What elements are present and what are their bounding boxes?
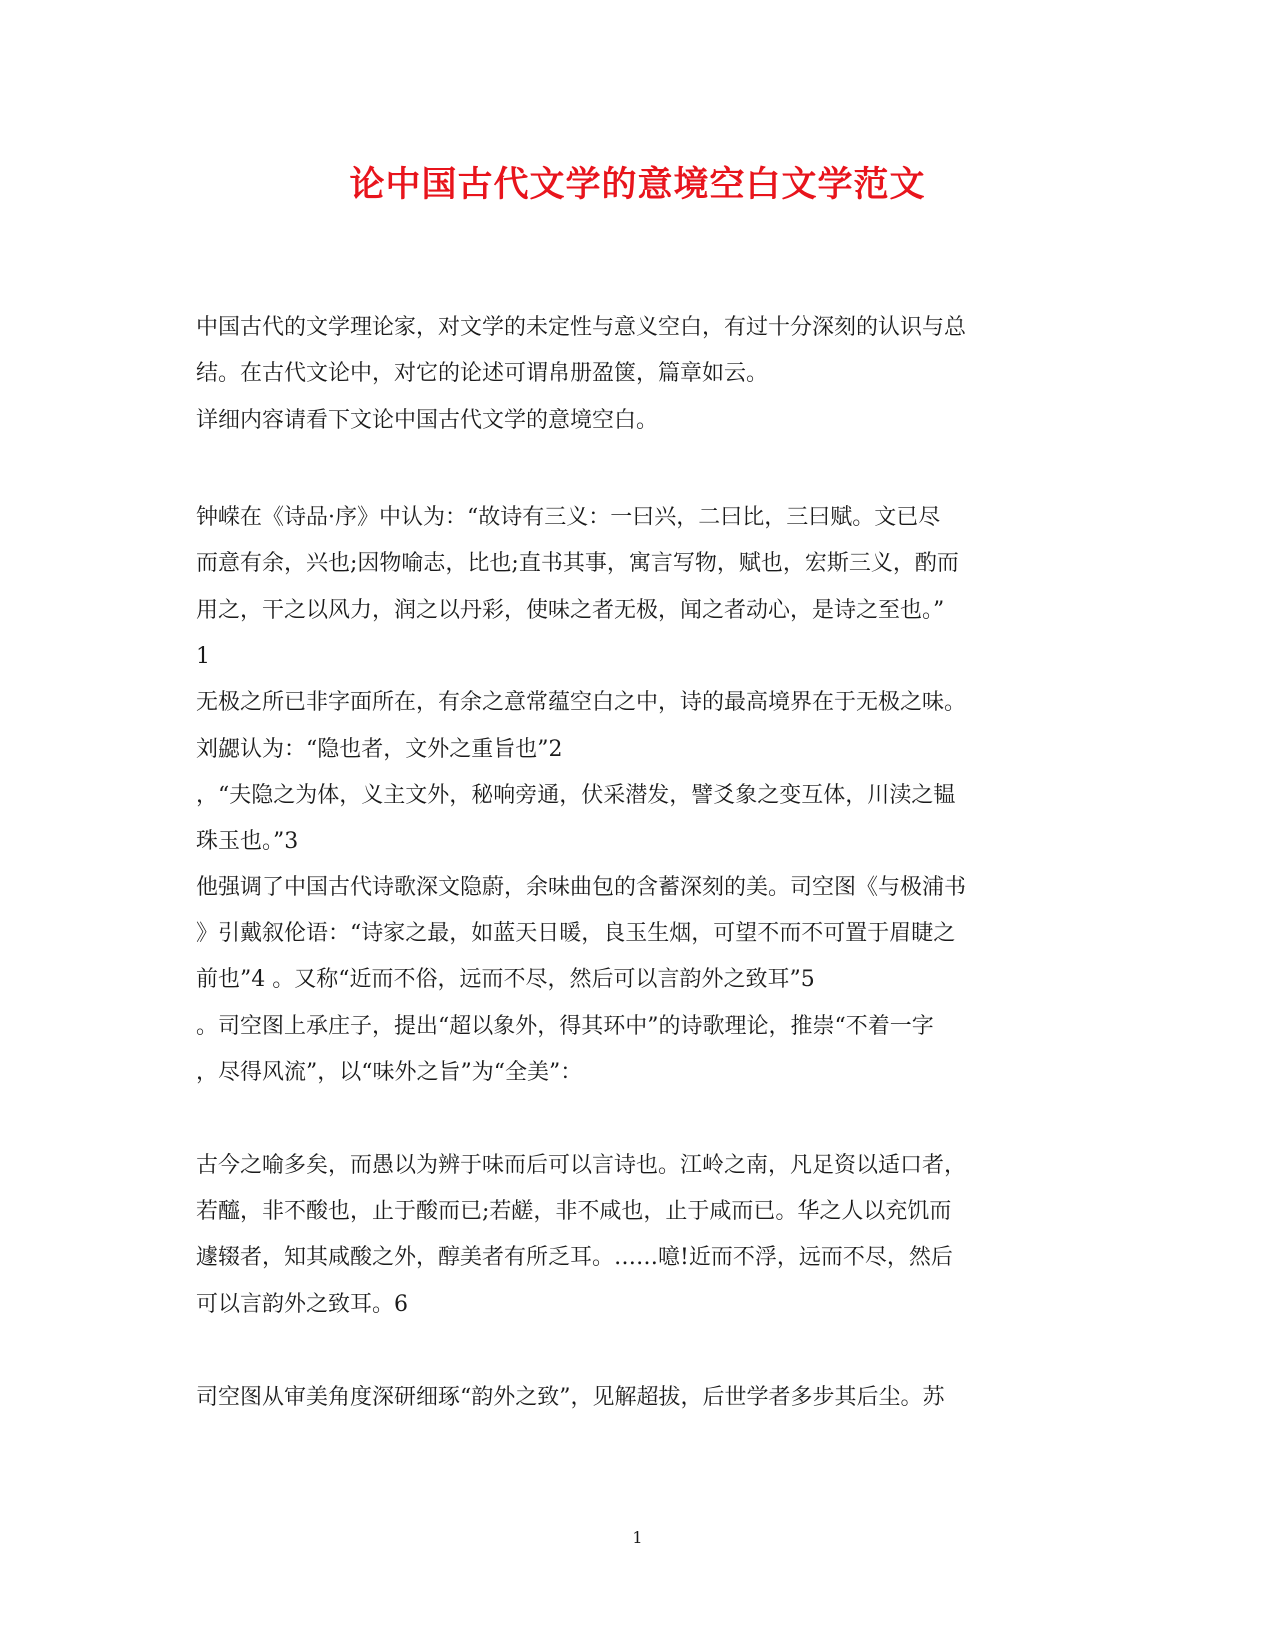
body-text-line: 刘勰认为：“隐也者，文外之重旨也”2: [196, 737, 563, 762]
body-text-line: 用之，干之以风力，润之以丹彩，使味之者无极，闻之者动心，是诗之至也。”: [196, 598, 945, 623]
body-text-line: 。司空图上承庄子，提出“超以象外，得其环中”的诗歌理论，推崇“不着一字: [196, 1014, 934, 1039]
body-text-line: 钟嵘在《诗品·序》中认为：“故诗有三义：一曰兴，二曰比，三曰赋。文已尽: [196, 505, 941, 530]
body-text-line: 可以言韵外之致耳。6: [196, 1292, 408, 1317]
body-text-line: 遽辍者，知其咸酸之外，醇美者有所乏耳。……噫!近而不浮，远而不尽，然后: [196, 1245, 953, 1270]
body-text-line: ，尽得风流”，以“味外之旨”为“全美”：: [196, 1060, 583, 1085]
document-title: 论中国古代文学的意境空白文学范文: [349, 164, 926, 205]
body-text-line: 他强调了中国古代诗歌深文隐蔚，余味曲包的含蓄深刻的美。司空图《与极浦书: [196, 875, 967, 900]
body-text-line: 珠玉也。”3: [196, 829, 299, 854]
page-number: 1: [632, 1528, 643, 1547]
body-text-line: 若醯，非不酸也，止于酸而已;若鹾，非不咸也，止于咸而已。华之人以充饥而: [196, 1199, 952, 1224]
body-text-line: 无极之所已非字面所在，有余之意常蕴空白之中，诗的最高境界在于无极之味。: [196, 690, 967, 715]
body-text-line: 前也”4 。又称“近而不俗，远而不尽，然后可以言韵外之致耳”5: [196, 967, 815, 992]
body-text-line: 结。在古代文论中，对它的论述可谓帛册盈箧，篇章如云。: [196, 361, 769, 386]
body-text-line: 》引戴叙伦语：“诗家之最，如蓝天日暖，良玉生烟，可望不而不可置于眉睫之: [196, 921, 956, 946]
body-text-line: 中国古代的文学理论家，对文学的未定性与意义空白，有过十分深刻的认识与总: [196, 315, 967, 340]
footnote-reference: 1: [196, 644, 210, 669]
body-text-line: 详细内容请看下文论中国古代文学的意境空白。: [196, 408, 659, 433]
body-text-line: 古今之喻多矣，而愚以为辨于味而后可以言诗也。江岭之南，凡足资以适口者，: [196, 1153, 967, 1178]
body-text-line: 司空图从审美角度深研细琢“韵外之致”，见解超拔，后世学者多步其后尘。苏: [196, 1385, 945, 1410]
body-text-line: ，“夫隐之为体，义主文外，秘响旁通，伏采潜发，譬爻象之变互体，川渎之韫: [196, 783, 956, 808]
body-text-line: 而意有余，兴也;因物喻志，比也;直书其事，寓言写物，赋也，宏斯三义，酌而: [196, 551, 959, 576]
